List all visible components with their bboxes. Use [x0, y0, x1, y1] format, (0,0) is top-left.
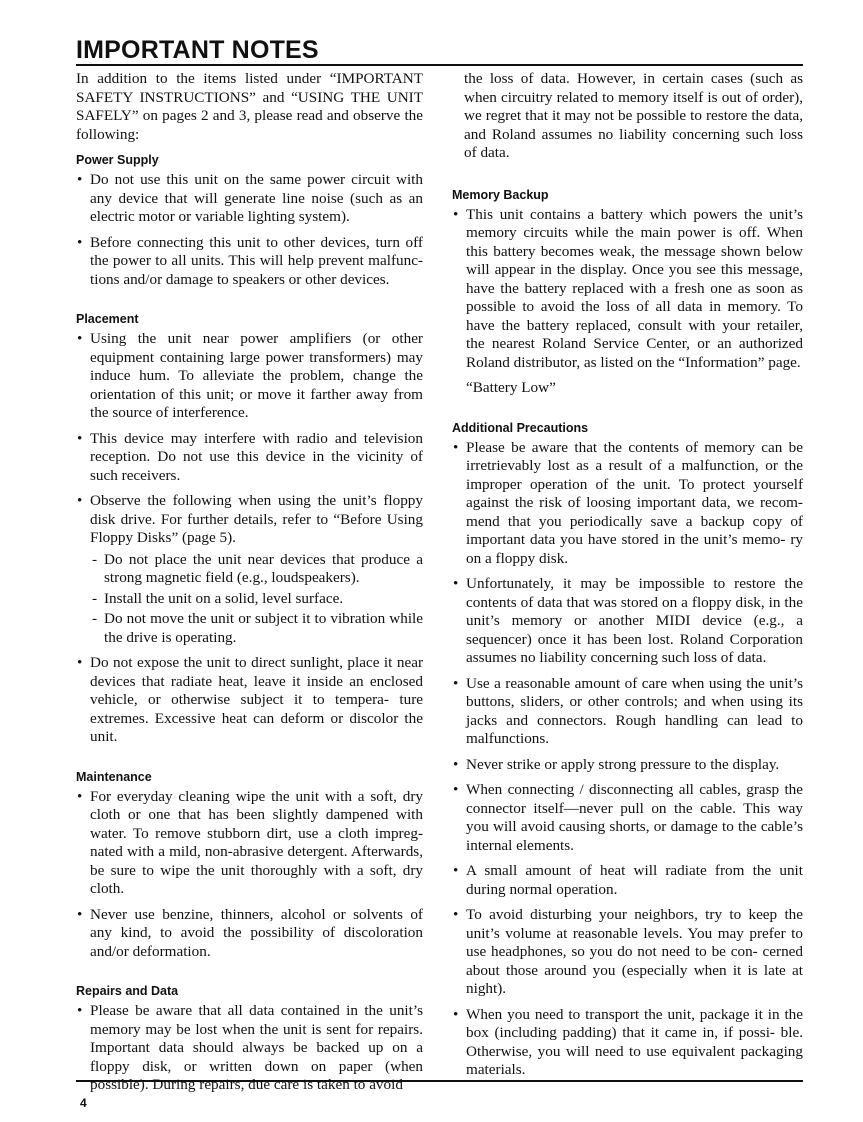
sub-list-item: - Install the unit on a solid, level surface.: [90, 590, 423, 609]
section-power-supply: [76, 152, 423, 289]
right-column: [452, 70, 803, 1087]
list-item: • Unfortunately, it may be impossible to restore the contents of data that was stored on a floppy disk, in the unit’s memory or another MIDI device (e.g., a sequencer) once it has been lost. Roland Corporation assumes no liability concerning such loss of data.: [452, 575, 803, 668]
section-heading: Repairs and Data: [76, 984, 179, 998]
top-rule: [76, 64, 803, 66]
section-placement: [76, 311, 423, 747]
list-item: • Before connecting this unit to other devices, turn off the power to all units. This will help prevent malfunc- tions and/or damage to speakers or other devices.: [76, 234, 423, 290]
section-heading: Memory Backup: [452, 187, 549, 202]
list-item: • When you need to transport the unit, package it in the box (including padding) that it came in, if possi- ble. Otherwise, you will need to use equivalent packaging materials.: [452, 1006, 803, 1080]
sub-list-item: - Do not move the unit or subject it to vibration while the drive is operating.: [90, 610, 423, 647]
list-item: • Use a reasonable amount of care when using the unit’s buttons, sliders, or other controls; and when using its jacks and connectors. Rough handling can lead to malfunctions.: [452, 675, 803, 749]
section-additional-precautions: [452, 420, 803, 1080]
sub-list: [90, 551, 423, 648]
display-message: “Battery Low”: [466, 379, 556, 396]
list-item: • Never strike or apply strong pressure to the display.: [452, 756, 803, 775]
list-item: • Do not expose the unit to direct sunlight, place it near devices that radiate heat, leave it inside an enclosed vehicle, or otherwise subject it to tempera- ture extremes. Excessive heat can deform or discolor the unit.: [76, 654, 423, 747]
list-item: • Never use benzine, thinners, alcohol or solvents of any kind, to avoid the possibility of discoloration and/or deformation.: [76, 906, 423, 962]
section-repairs-and-data: [76, 983, 423, 1095]
page-number: 4: [80, 1096, 87, 1110]
continuation-paragraph: the loss of data. However, in certain cases (such as when circuitry related to memory itself is out of order), we regret that it may not be possible to restore the data, and Roland assumes no liability concerning such loss of data.: [464, 70, 803, 161]
list-item: • Do not use this unit on the same power circuit with any device that will generate line noise (such as an electric motor or variable lighting system).: [76, 171, 423, 227]
list-item: • To avoid disturbing your neighbors, try to keep the unit’s volume at reasonable levels. You may prefer to use headphones, so you do not need to be con- cerned about those around you (especially when it is late at night).: [452, 906, 803, 999]
list-item: • When connecting / disconnecting all cables, grasp the connector itself—never pull on the cable. This way you will avoid causing shorts, or damage to the cable’s internal elements.: [452, 781, 803, 855]
sub-list-item: - Do not place the unit near devices that produce a strong magnetic field (e.g., loudspeakers).: [90, 551, 423, 588]
list-item: • This device may interfere with radio and television reception. Do not use this device in the vicinity of such receivers.: [76, 430, 423, 486]
list-item: • This unit contains a battery which powers the unit’s memory circuits while the main power is off. When this battery becomes weak, the message shown below will appear in the display. Once you see this message, have the battery replaced with a fresh one as soon as possible to avoid the loss of all data in memory. To have the battery replaced, consult with your retailer, the nearest Roland Service Center, or an authorized Roland distributor, as listed on the “Information” page.: [452, 206, 803, 373]
section-heading: Power Supply: [76, 153, 159, 167]
section-heading: Additional Precautions: [452, 420, 589, 435]
bottom-rule: [76, 1080, 803, 1082]
section-heading: Maintenance: [76, 769, 152, 784]
intro-paragraph: In addition to the items listed under “IMPORTANT SAFETY INSTRUCTIONS” and “USING THE UNIT SAFELY” on pages 2 and 3, please read and observe the following:: [76, 70, 423, 143]
list-item: • Using the unit near power amplifiers (or other equipment containing large power transformers) may induce hum. To alleviate the problem, change the orientation of this unit; or move it farther away from the source of interference.: [76, 330, 423, 423]
section-maintenance: [76, 769, 423, 962]
list-item: [76, 492, 423, 647]
list-item: • Please be aware that the contents of memory can be irretrievably lost as a result of a malfunction, or the improper operation of the unit. To protect yourself against the risk of loosing important data, we recom- mend that you periodically save a backup copy of important data you have stored in the unit’s memo- ry on a floppy disk.: [452, 439, 803, 569]
page-title: IMPORTANT NOTES: [76, 36, 319, 64]
list-item: • A small amount of heat will radiate from the unit during normal operation.: [452, 862, 803, 899]
list-item: • For everyday cleaning wipe the unit with a soft, dry cloth or one that has been slightly dampened with water. To remove stubborn dirt, use a cloth impreg- nated with a mild, non-abrasive detergent. Afterwards, be sure to wipe the unit thoroughly with a soft, dry cloth.: [76, 788, 423, 899]
section-heading: Placement: [76, 312, 139, 326]
list-item-text: Observe the following when using the unit’s floppy disk drive. For further details, refer to “Before Using Floppy Disks” (page 5).: [90, 492, 423, 546]
left-column: [76, 70, 423, 1102]
section-memory-backup: [452, 187, 803, 398]
list-item: • Please be aware that all data contained in the unit’s memory may be lost when the unit is sent for repairs. Important data should always be backed up on a floppy disk, or written down on paper (when possible). During repairs, due care is taken to avoid: [76, 1002, 423, 1095]
